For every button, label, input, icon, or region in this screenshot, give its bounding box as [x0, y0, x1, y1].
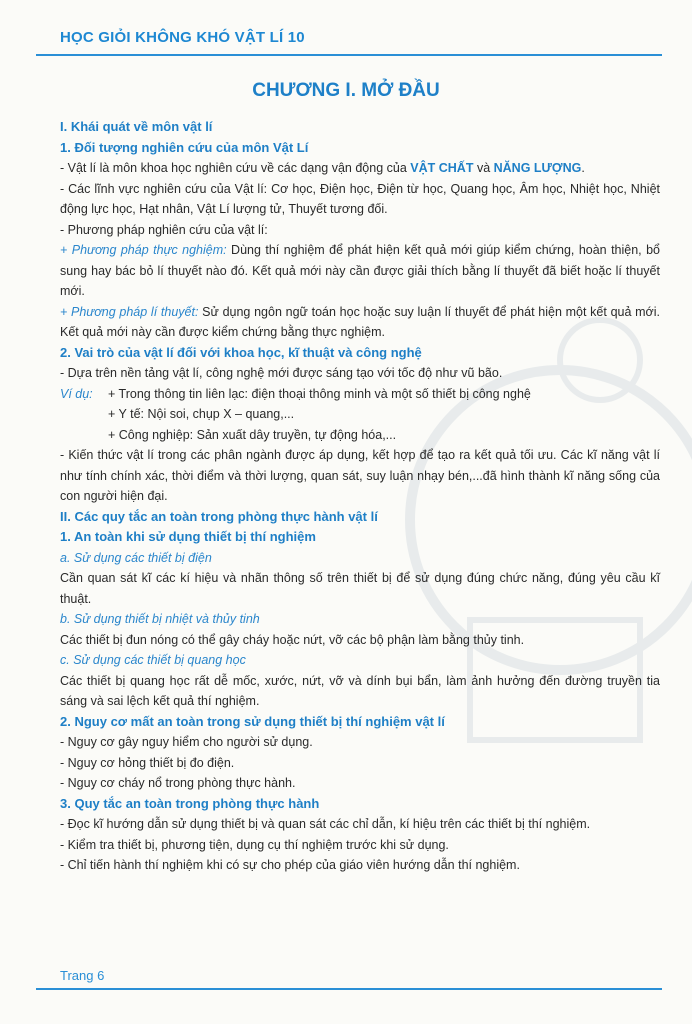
definition-text: - Vật lí là môn khoa học nghiên cứu về các dạng vận động của — [60, 161, 411, 175]
example-row-3 — [60, 425, 660, 446]
rule-item: - Đọc kĩ hướng dẫn sử dụng thiết bị và quan sát các chỉ dẫn, kí hiệu trên các thiết bị thí nghiệm. — [60, 817, 591, 831]
example-item: + Công nghiệp: Sản xuất dây truyền, tự động hóa,... — [108, 427, 397, 442]
term-energy: NĂNG LƯỢNG — [493, 161, 582, 175]
methods-intro: - Phương pháp nghiên cứu của vật lí: — [60, 222, 268, 237]
method-theoretical-label: + Phương pháp lí thuyết: — [60, 304, 199, 319]
subsection-2-1-heading: 1. An toàn khi sử dụng thiết bị thí nghiệm — [60, 529, 316, 544]
method-experimental-label: + Phương pháp thực nghiệm: — [60, 243, 227, 257]
section-1-heading: I. Khái quát về môn vật lí — [60, 119, 213, 134]
page-number: Trang 6 — [60, 968, 105, 983]
example-row-1 — [60, 384, 660, 405]
definition-connector: và — [473, 161, 494, 175]
item-c-label: c. Sử dụng các thiết bị quang học — [60, 653, 246, 667]
footer-rule — [36, 988, 662, 990]
method-theoretical-text: Sử dụng ngôn ngữ toán học hoặc suy luận lí thuyết để phát hiện một kết quả mới. Kết quả mới này cần được kiểm chứng bằng thực nghiệm. — [60, 304, 661, 339]
physics-definition — [60, 158, 660, 179]
risk-item: - Nguy cơ gây nguy hiểm cho người sử dụng. — [60, 735, 313, 749]
rule-item: - Chỉ tiến hành thí nghiệm khi có sự cho phép của giáo viên hướng dẫn thí nghiệm. — [60, 858, 520, 872]
example-row-2 — [60, 404, 660, 425]
method-experimental — [60, 240, 660, 302]
subsection-1-2-heading: 2. Vai trò của vật lí đối với khoa học, kĩ thuật và công nghệ — [60, 344, 422, 360]
item-b-label: b. Sử dụng thiết bị nhiệt và thủy tinh — [60, 612, 260, 626]
chapter-title: CHƯƠNG I. MỞ ĐẦU — [252, 80, 440, 101]
example-item: + Trong thông tin liên lạc: điện thoại thông minh và một số thiết bị công nghệ — [108, 386, 531, 401]
subsection-2-2-heading: 2. Nguy cơ mất an toàn trong sử dụng thiết bị thí nghiệm vật lí — [60, 713, 445, 729]
method-experimental-text: Dùng thí nghiệm để phát hiện kết quả mới giúp kiểm chứng, hoàn thiện, bổ sung hay bác bỏ lí thuyết nào đó. Kết quả mới này cần được giải thích bằng lí thuyết đã biết hoặc lí thuyết mới. — [60, 243, 660, 298]
example-label: Ví dụ: — [60, 386, 93, 401]
subsection-2-3-heading: 3. Quy tắc an toàn trong phòng thực hành — [60, 795, 320, 811]
definition-end: . — [581, 161, 585, 175]
physics-fields: - Các lĩnh vực nghiên cứu của Vật lí: Cơ học, Điện học, Điện từ học, Quang học, Âm học, Nhiệt học, Nhiệt động lực học, Hạt nhân, Vật Lí lượng tử, Thuyết tương đối. — [60, 181, 660, 216]
method-theoretical — [60, 302, 660, 343]
example-item: + Y tế: Nội soi, chụp X – quang,... — [108, 407, 295, 421]
risk-item: - Nguy cơ cháy nổ trong phòng thực hành. — [60, 776, 296, 790]
item-a-label: a. Sử dụng các thiết bị điện — [60, 550, 212, 565]
item-b-text: Các thiết bị đun nóng có thể gây cháy hoặc nứt, vỡ các bộ phận làm bằng thủy tinh. — [60, 632, 525, 647]
subsection-1-1-heading: 1. Đối tượng nghiên cứu của môn Vật Lí — [60, 139, 309, 155]
knowledge-paragraph: - Kiến thức vật lí trong các phân ngành được áp dụng, kết hợp để tạo ra kết quả tối ưu. Các kĩ năng vật lí như tính chính xác, thời điểm và thời lượng, quan sát, suy luận nhạy bén,...đã hình thành kĩ năng sống của con người hiện đại. — [60, 448, 660, 503]
term-matter: VẬT CHẤT — [410, 161, 474, 175]
section-2-heading: II. Các quy tắc an toàn trong phòng thực hành vật lí — [60, 508, 378, 524]
item-c-text: Các thiết bị quang học rất dễ mốc, xước, nứt, vỡ và dính bụi bẩn, làm ảnh hưởng đến đường truyền tia sáng và sai lệch kết quả thí nghiệm. — [60, 673, 660, 708]
page-content — [60, 117, 660, 876]
risk-item: - Nguy cơ hỏng thiết bị đo điện. — [60, 755, 235, 770]
item-a-text: Cần quan sát kĩ các kí hiệu và nhãn thông số trên thiết bị để sử dụng đúng chức năng, đúng yêu cầu kĩ thuật. — [60, 571, 660, 606]
technology-line: - Dựa trên nền tảng vật lí, công nghệ mới được sáng tạo với tốc độ như vũ bão. — [60, 366, 503, 380]
header-rule — [36, 54, 662, 56]
rule-item: - Kiểm tra thiết bị, phương tiện, dụng cụ thí nghiệm trước khi sử dụng. — [60, 837, 449, 852]
running-header: HỌC GIỎI KHÔNG KHÓ VẬT LÍ 10 — [60, 29, 305, 46]
